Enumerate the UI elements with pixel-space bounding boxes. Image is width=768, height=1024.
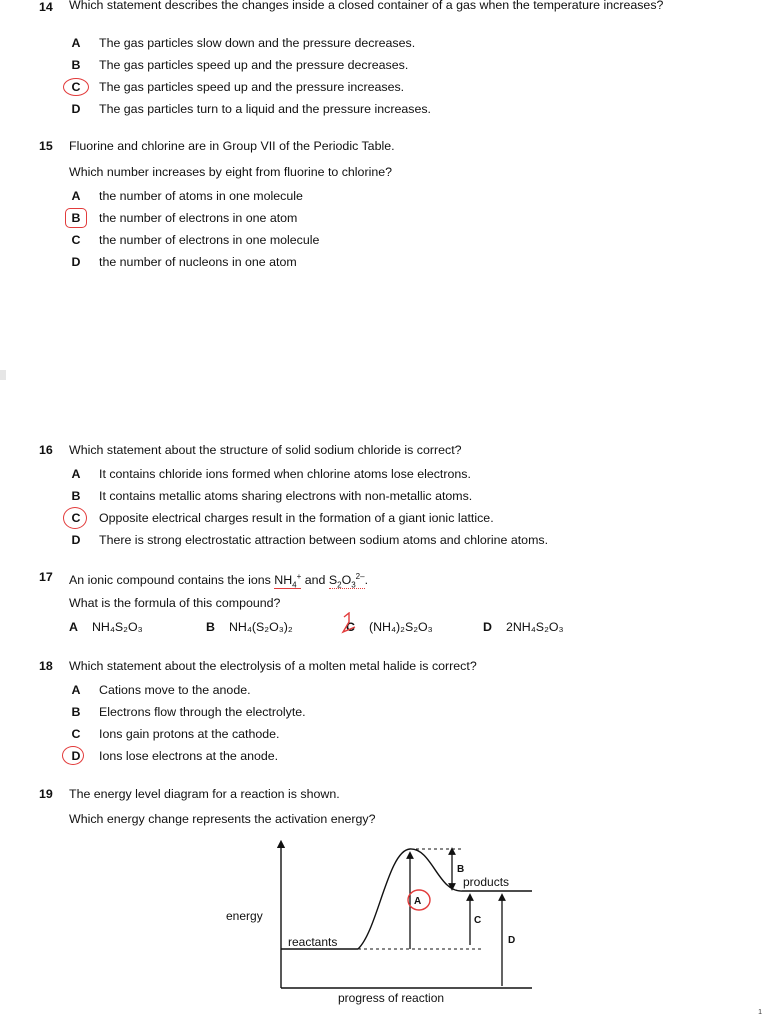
text-before: An ionic compound contains the ions (69, 573, 275, 588)
option-text: It contains metallic atoms sharing electrons with non-metallic atoms. (99, 489, 473, 503)
option-letter: B (71, 211, 81, 225)
option-letter: B (71, 705, 81, 719)
option-text: The gas particles speed up and the pressure increases. (99, 80, 405, 94)
products-label: products (463, 875, 510, 889)
question-number: 19 (39, 787, 53, 801)
option-text: There is strong electrostatic attraction between sodium atoms and chlorine atoms. (99, 533, 549, 547)
option-text: Ions gain protons at the cathode. (99, 727, 280, 741)
question-number: 18 (39, 659, 53, 673)
option-text: The gas particles speed up and the pressure decreases. (99, 58, 409, 72)
option-b[interactable]: B NH₄(S₂O₃)₂ (206, 620, 293, 634)
option-text: Opposite electrical charges result in the formation of a giant ionic lattice. (99, 511, 494, 525)
arrow-b-label: B (457, 864, 465, 875)
option-text: the number of atoms in one molecule (99, 189, 303, 203)
question-text: Which statement about the structure of solid sodium chloride is correct? (69, 443, 462, 457)
option-letter: B (71, 58, 81, 72)
arrow-c-label: C (474, 915, 482, 926)
option-letter: C (71, 80, 81, 94)
option-text: It contains chloride ions formed when chlorine atoms lose electrons. (99, 467, 471, 481)
option-letter: D (71, 533, 81, 547)
option-d[interactable]: D 2NH₄S₂O₃ (483, 620, 564, 634)
option-text: The gas particles slow down and the pressure decreases. (99, 36, 416, 50)
arrow-d-label: D (508, 935, 516, 946)
option-letter: C (71, 511, 81, 525)
question-subtext: Which energy change represents the activation energy? (69, 812, 376, 826)
question-text: An ionic compound contains the ions $NH_4^+$ and $S_2O_3^{2-}$. (69, 572, 369, 590)
arrow-a-label: A (414, 896, 422, 907)
option-letter: D (71, 102, 81, 116)
question-number: 15 (39, 139, 53, 153)
page-mark: 1 (758, 1009, 762, 1016)
option-text: the number of electrons in one atom (99, 211, 298, 225)
option-letter: A (71, 683, 81, 697)
option-letter: D (71, 749, 81, 763)
question-number: 14 (39, 0, 53, 14)
option-text: the number of nucleons in one atom (99, 255, 297, 269)
option-text: Cations move to the anode. (99, 683, 251, 697)
option-text: the number of electrons in one molecule (99, 233, 320, 247)
option-text: The gas particles turn to a liquid and the pressure increases. (99, 102, 431, 116)
option-text: Ions lose electrons at the anode. (99, 749, 279, 763)
option-text: Electrons flow through the electrolyte. (99, 705, 306, 719)
ion-thiosulfate: $S_2O_3^{2-}$ (328, 572, 365, 590)
question-subtext: What is the formula of this compound? (69, 596, 281, 610)
option-letter: A (71, 36, 81, 50)
question-number: 16 (39, 443, 53, 457)
question-text: Fluorine and chlorine are in Group VII of the Periodic Table. (69, 139, 395, 153)
option-c[interactable]: C (NH₄)₂S₂O₃ (346, 620, 433, 634)
question-text: Which statement about the electrolysis of a molten metal halide is correct? (69, 659, 477, 673)
reactants-label: reactants (288, 935, 338, 949)
option-a[interactable]: A NH₄S₂O₃ (69, 620, 143, 634)
ion-ammonium: $NH_4^+$ (274, 572, 302, 590)
text-and: and (301, 573, 329, 588)
question-subtext: Which number increases by eight from fluorine to chlorine? (69, 165, 392, 179)
y-axis-label: energy (226, 909, 263, 923)
option-letter: C (71, 233, 81, 247)
option-letter: A (71, 467, 81, 481)
question-text: Which statement describes the changes inside a closed container of a gas when the temperature increases? (69, 0, 664, 12)
option-letter: B (71, 489, 81, 503)
option-letter: D (71, 255, 81, 269)
option-letter: C (71, 727, 81, 741)
x-axis-label: progress of reaction (338, 991, 445, 1005)
option-letter: A (71, 189, 81, 203)
question-text: The energy level diagram for a reaction is shown. (69, 787, 340, 801)
question-number: 17 (39, 570, 53, 584)
